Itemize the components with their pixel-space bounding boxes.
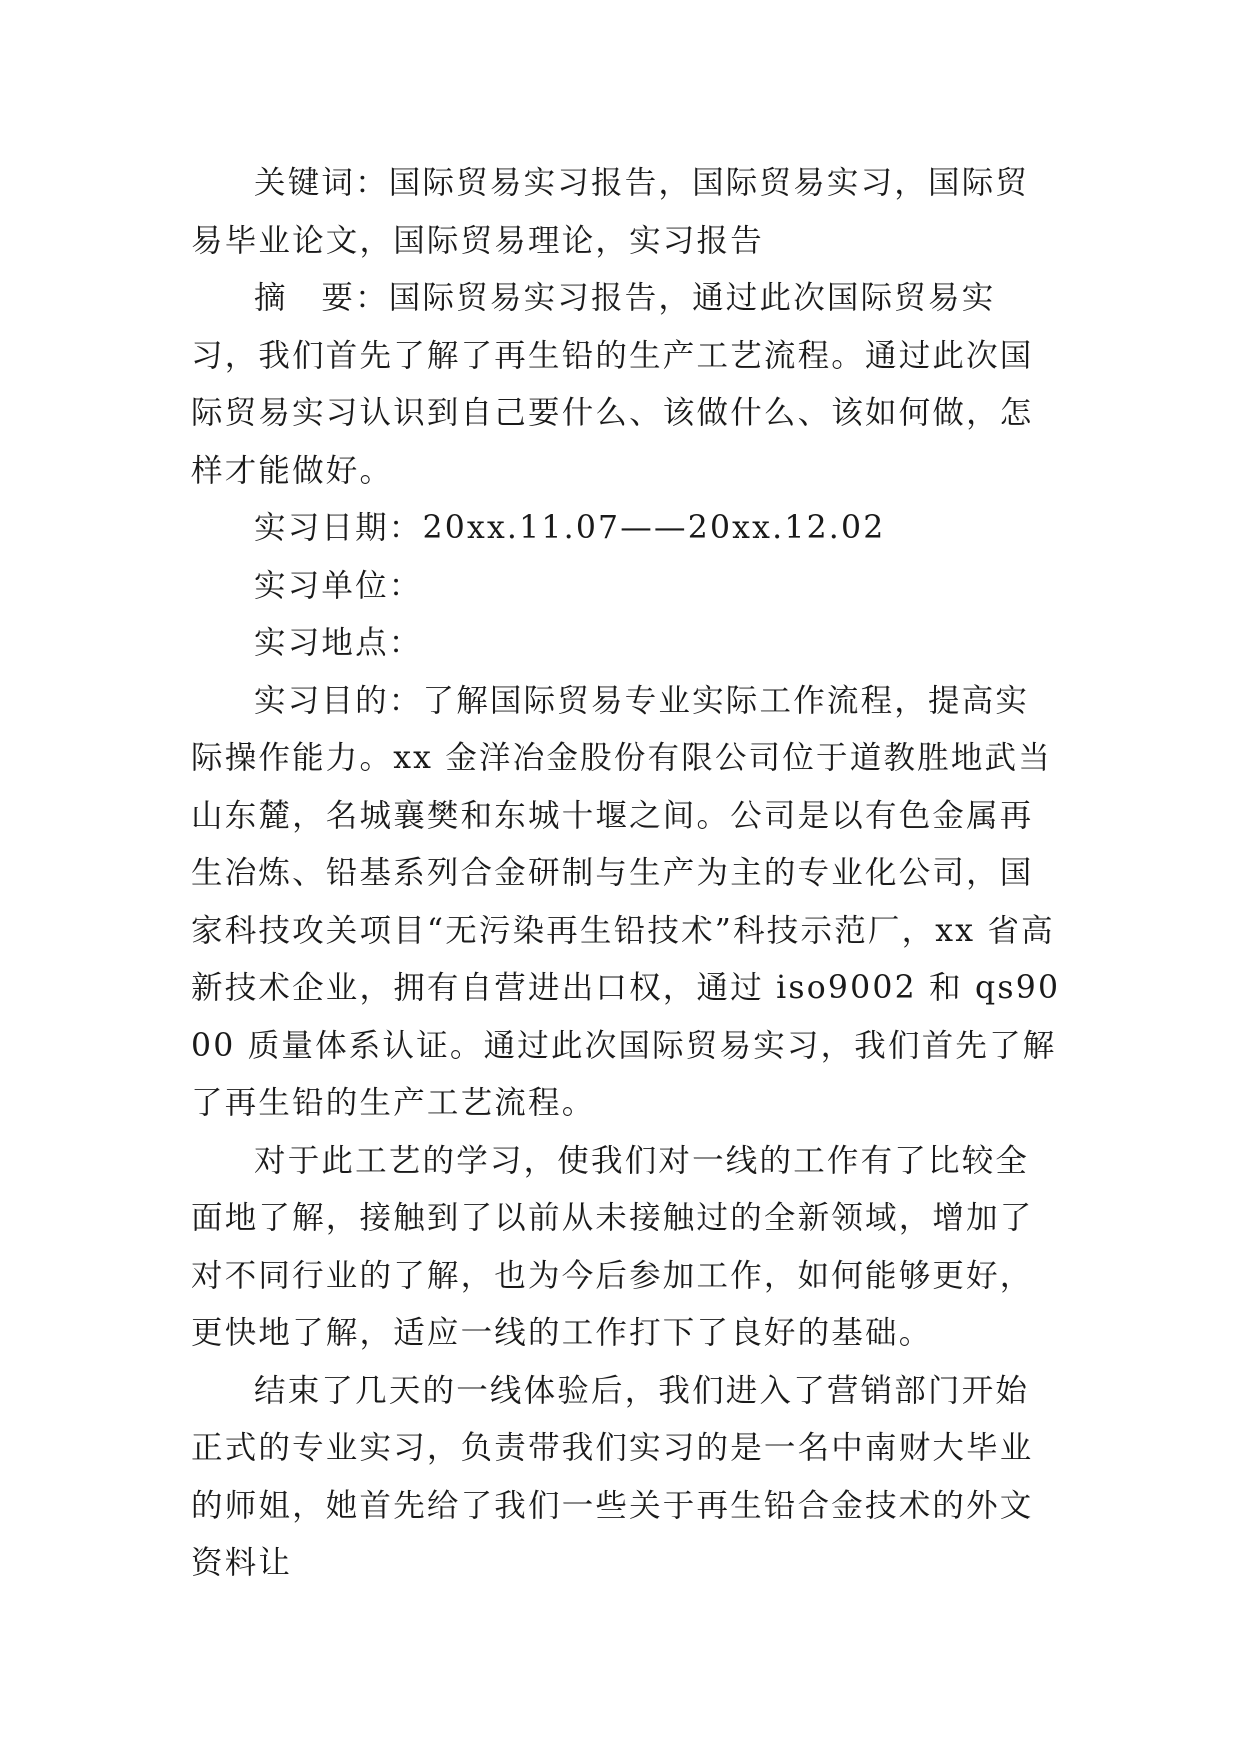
body-paragraph: 对于此工艺的学习，使我们对一线的工作有了比较全面地了解，接触到了以前从未接触过的全新领域，增加了对不同行业的了解，也为今后参加工作，如何能够更好，更快地了解，适应一线的工作打下了良好的基础。 — [191, 1142, 1034, 1351]
body-paragraph: 结束了几天的一线体验后，我们进入了营销部门开始正式的专业实习，负责带我们实习的是一名中南财大毕业的师姐，她首先给了我们一些关于再生铅合金技术的外文资料让 — [191, 1372, 1034, 1581]
keywords-paragraph: 关键词：国际贸易实习报告，国际贸易实习，国际贸易毕业论文，国际贸易理论，实习报告 — [191, 165, 1030, 259]
abstract-paragraph: 摘 要：国际贸易实习报告，通过此次国际贸易实习，我们首先了解了再生铅的生产工艺流程。通过此次国际贸易实习认识到自己要什么、该做什么、该如何做，怎样才能做好。 — [191, 280, 1034, 489]
document-body — [191, 155, 1061, 1593]
internship-unit: 实习单位： — [254, 567, 423, 604]
internship-purpose-paragraph: 实习目的：了解国际贸易专业实际工作流程，提高实际操作能力。xx 金洋冶金股份有限公司位于道教胜地武当山东麓，名城襄樊和东城十堰之间。公司是以有色金属再生冶炼、铅基系列合金研制与生产为主的专业化公司，国家科技攻关项目“无污染再生铅技术”科技示范厂，xx 省高新技术企业，拥有自营进出口权，通过 iso9002 和 qs9000 质量体系认证。通过此次国际贸易实习，我们首先了解了再生铅的生产工艺流程。 — [191, 682, 1061, 1121]
internship-location: 实习地点： — [254, 625, 423, 661]
internship-date: 实习日期：20xx.11.07——20xx.12.02 — [254, 510, 886, 546]
